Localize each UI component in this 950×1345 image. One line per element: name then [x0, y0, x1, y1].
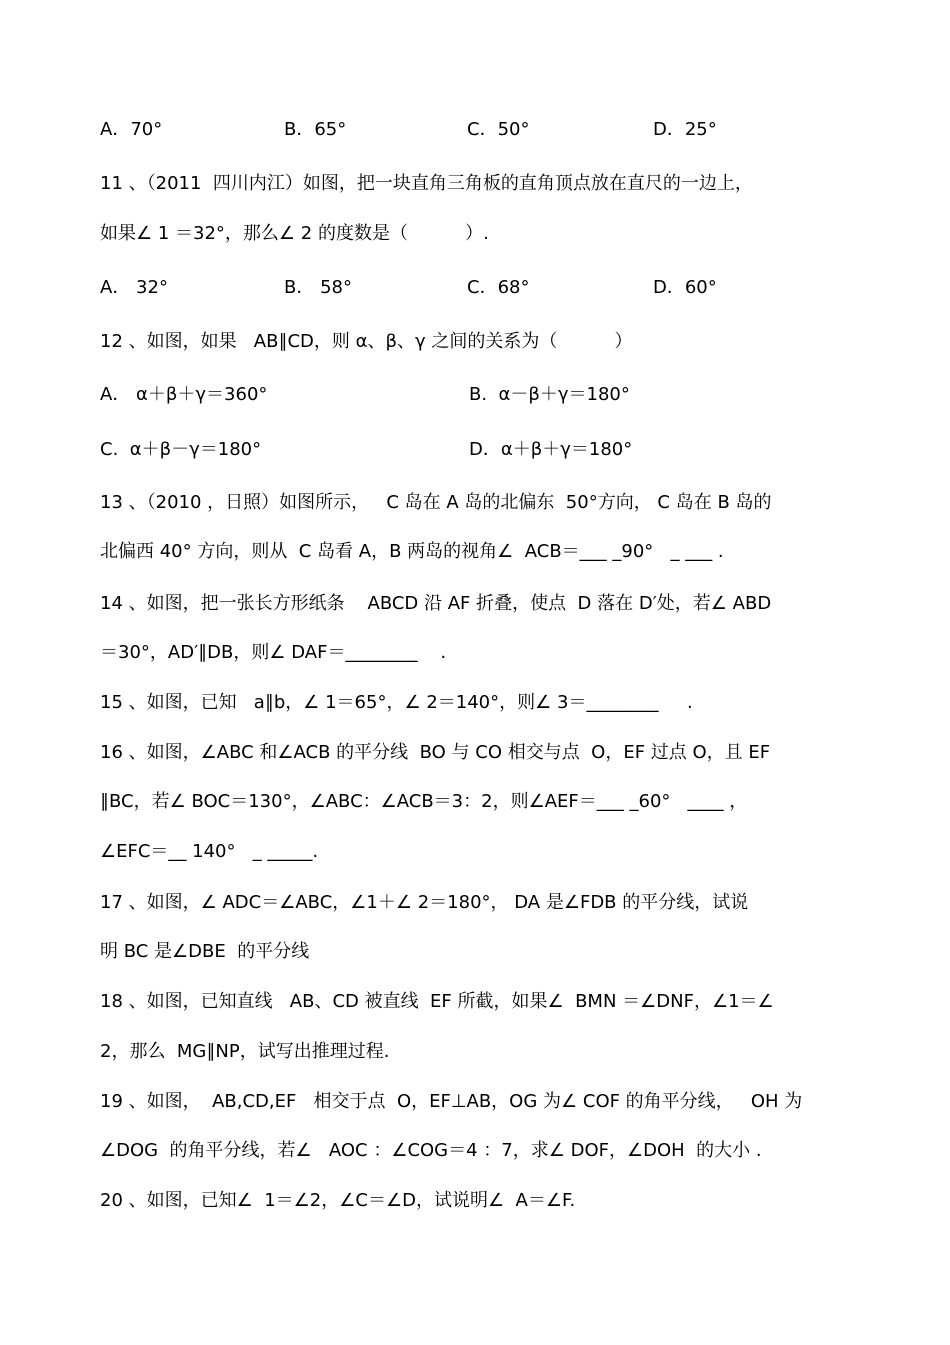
q12-option-b: B. α－β＋γ＝180°: [469, 384, 630, 405]
q10-option-a: A．70°: [100, 119, 163, 140]
q11-text-line2: 如果∠ 1 ＝32°，那么∠ 2 的度数是（ ）.: [100, 223, 489, 244]
q10-option-b: B．65°: [284, 119, 347, 140]
q16-text-line1: 16 、如图，∠ABC 和∠ACB 的平分线 BO 与 CO 相交与点 O，EF 过点 O，且 EF: [100, 742, 771, 763]
q18-text-line2: 2，那么 MG∥NP，试写出推理过程.: [100, 1041, 390, 1062]
q11-option-b: B． 58°: [284, 277, 352, 298]
q11-text-line1: 11 、（2011 四川内江）如图，把一块直角三角板的直角顶点放在直尺的一边上，: [100, 173, 753, 194]
q16-text-line2: ∥BC，若∠ BOC＝130°，∠ABC：∠ACB＝3：2，则∠AEF＝___ _60° ____ ，: [100, 791, 748, 812]
q11-option-a: A． 32°: [100, 277, 168, 298]
q18-text-line1: 18 、如图，已知直线 AB、CD 被直线 EF 所截，如果∠ BMN ＝∠DNF，∠1＝∠: [100, 991, 774, 1012]
q12-option-a: A． α＋β＋γ＝360°: [100, 384, 268, 405]
q14-text-line1: 14 、如图，把一张长方形纸条 ABCD 沿 AF 折叠，使点 D 落在 D′处，若∠ ABD: [100, 593, 772, 614]
q15-text-line1: 15 、如图，已知 a∥b，∠ 1＝65°，∠ 2＝140°，则∠ 3＝________ .: [100, 692, 693, 713]
q10-option-d: D．25°: [653, 119, 717, 140]
q17-text-line1: 17 、如图，∠ ADC＝∠ABC，∠1＋∠ 2＝180°， DA 是∠FDB 的平分线，试说: [100, 892, 749, 913]
q16-text-line3: ∠EFC＝__ 140° _ _____.: [100, 841, 319, 862]
q11-option-d: D．60°: [653, 277, 717, 298]
q11-option-c: C．68°: [467, 277, 530, 298]
q14-text-line2: ＝30°，AD′∥DB，则∠ DAF＝________ .: [100, 642, 447, 663]
q12-option-c: C. α＋β－γ＝180°: [100, 439, 262, 460]
q19-text-line1: 19 、如图， AB,CD,EF 相交于点 O，EF⊥AB，OG 为∠ COF 的角平分线， OH 为: [100, 1091, 803, 1112]
q12-option-d: D．α＋β＋γ＝180°: [469, 439, 633, 460]
q13-text-line2: 北偏西 40° 方向，则从 C 岛看 A，B 两岛的视角∠ ACB＝___ _90° _ ___ .: [100, 541, 724, 562]
q12-text-line1: 12 、如图，如果 AB∥CD，则 α、β、γ 之间的关系为（ ）: [100, 331, 633, 352]
q10-option-c: C．50°: [467, 119, 530, 140]
q13-text-line1: 13 、（2010 ，日照）如图所示， C 岛在 A 岛的北偏东 50°方向， C 岛在 B 岛的: [100, 492, 772, 513]
q20-text-line1: 20 、如图，已知∠ 1＝∠2，∠C＝∠D，试说明∠ A＝∠F.: [100, 1190, 576, 1211]
q17-text-line2: 明 BC 是∠DBE 的平分线: [100, 941, 310, 962]
q19-text-line2: ∠DOG 的角平分线，若∠ AOC ：∠COG＝4 ：7，求∠ DOF，∠DOH 的大小 .: [100, 1140, 762, 1161]
